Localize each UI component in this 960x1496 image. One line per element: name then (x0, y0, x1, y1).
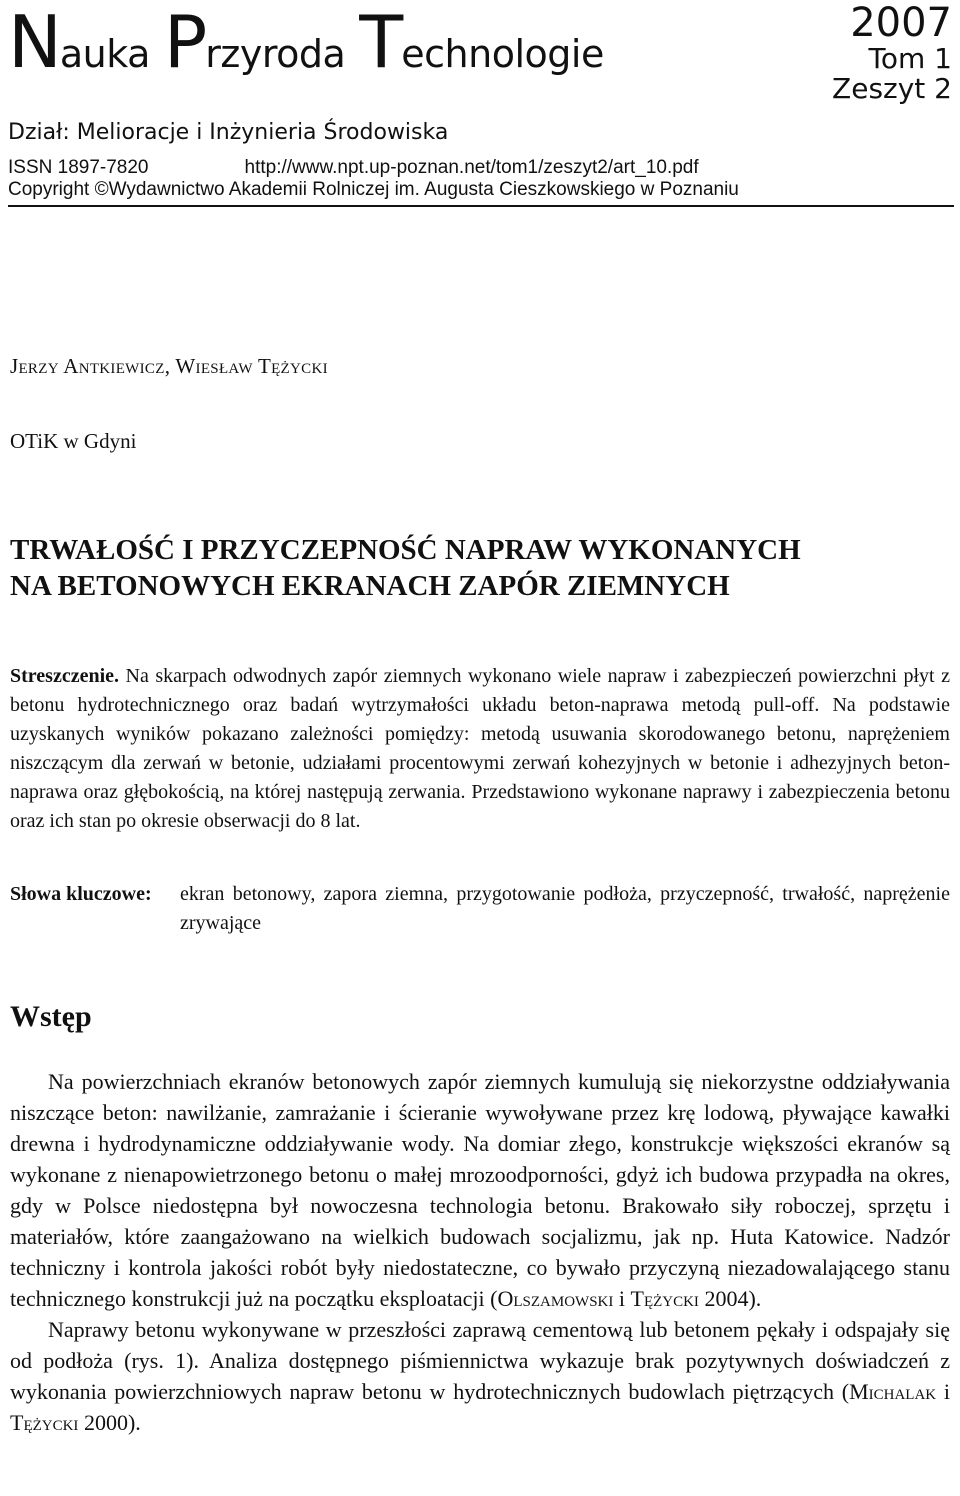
keywords-label: Słowa kluczowe: (10, 883, 152, 905)
paragraph-1: Na powierzchniach ekranów betonowych zapór ziemnych kumulują się niekorzystne oddziaływania niszczące beton: nawilżanie, zamrażanie i ścieranie wywoływane przez krę lodową, pływające kawałki drewna i hydrodynamiczne oddziaływanie wody. Na domiar złego, konstrukcje większości ekranów są wykonane z nienapowietrzonego betonu o małej mrozoodporności, gdyż ich budowa przypadła na okres, gdy w Polsce niedostępna był nowoczesna technologia betonu. Brakowało siły roboczej, sprzętu i materiałów, które zaangażowano na wielkich budowach socjalizmu, jak np. Huta Katowice. Nadzór techniczny i kontrola jakości robót były niedostateczne, co bywało przyczyną niezadowalającego stanu technicznego konstrukcji już na początku eksploatacji (Olszamowski i Tężycki 2004). (10, 1069, 950, 1311)
journal-meta (8, 120, 952, 201)
journal-word-przyroda: Przyroda (163, 0, 346, 84)
article-title (10, 532, 950, 604)
issue-info (832, 2, 952, 104)
body-text (10, 1066, 950, 1438)
affiliation: OTiK w Gdyni (10, 429, 137, 453)
issn-url-row (8, 157, 952, 179)
keywords-text: ekran betonowy, zapora ziemna, przygotowanie podłoża, przyczepność, trwałość, naprężenie zrywające (180, 883, 950, 934)
department: Dział: Melioracje i Inżynieria Środowiska (8, 120, 449, 145)
title-line-1: TRWAŁOŚĆ I PRZYCZEPNOŚĆ NAPRAW WYKONANYCH (10, 534, 801, 566)
citation-author: Michalak (849, 1379, 937, 1404)
issn: ISSN 1897-7820 (8, 157, 149, 178)
paragraph-2: Naprawy betonu wykonywane w przeszłości zaprawą cementową lub betonem pękały i odspajały się od podłoża (rys. 1). Analiza dostępnego piśmiennictwa wykazuje brak pozytywnych doświadczeń z wykonania powierzchniowych napraw betonu w hydrotechnicznych budowlach piętrzących (Michalak i Tężycki 2000). (10, 1317, 950, 1435)
abstract-text: Na skarpach odwodnych zapór ziemnych wykonano wiele napraw i zabezpieczeń powierzchni płyt z betonu hydrotechnicznego oraz badań wytrzymałości układu beton-naprawa metodą pull-off. Na podstawie uzyskanych wyników pokazano zależności pomiędzy: metodą usuwania skorodowanego betonu, naprężeniem niszczącym dla zerwań w betonie, udziałami procentowymi zerwań kohezyjnych w betonie i adhezyjnych beton-naprawa oraz głębokością, na której następują zerwania. Przedstawiono wykonane naprawy i zabezpieczenia betonu oraz ich stan po okresie obserwacji do 8 lat. (10, 665, 951, 832)
copyright: Copyright ©Wydawnictwo Akademii Rolniczej im. Augusta Cieszkowskiego w Poznaniu (8, 179, 739, 200)
keywords (10, 880, 950, 938)
issue-volume: Tom 1 (868, 42, 952, 76)
abstract-label: Streszczenie. (10, 665, 120, 687)
issue-number: Zeszyt 2 (832, 72, 952, 106)
section-heading: Wstęp (10, 1000, 92, 1033)
citation-author: Tężycki (630, 1286, 699, 1311)
authors: Jerzy Antkiewicz, Wiesław Tężycki (10, 354, 328, 378)
issue-year: 2007 (850, 0, 952, 46)
journal-title (8, 0, 618, 84)
journal-word-nauka: Nauka (8, 0, 150, 84)
abstract (10, 662, 950, 836)
header-rule (8, 205, 954, 207)
citation-author: Olszamowski (497, 1286, 614, 1311)
journal-word-technologie: Technologie (359, 0, 604, 84)
title-line-2: NA BETONOWYCH EKRANACH ZAPÓR ZIEMNYCH (10, 570, 730, 602)
citation-author: Tężycki (10, 1410, 79, 1435)
article-url[interactable]: http://www.npt.up-poznan.net/tom1/zeszyt2/art_10.pdf (244, 157, 699, 178)
